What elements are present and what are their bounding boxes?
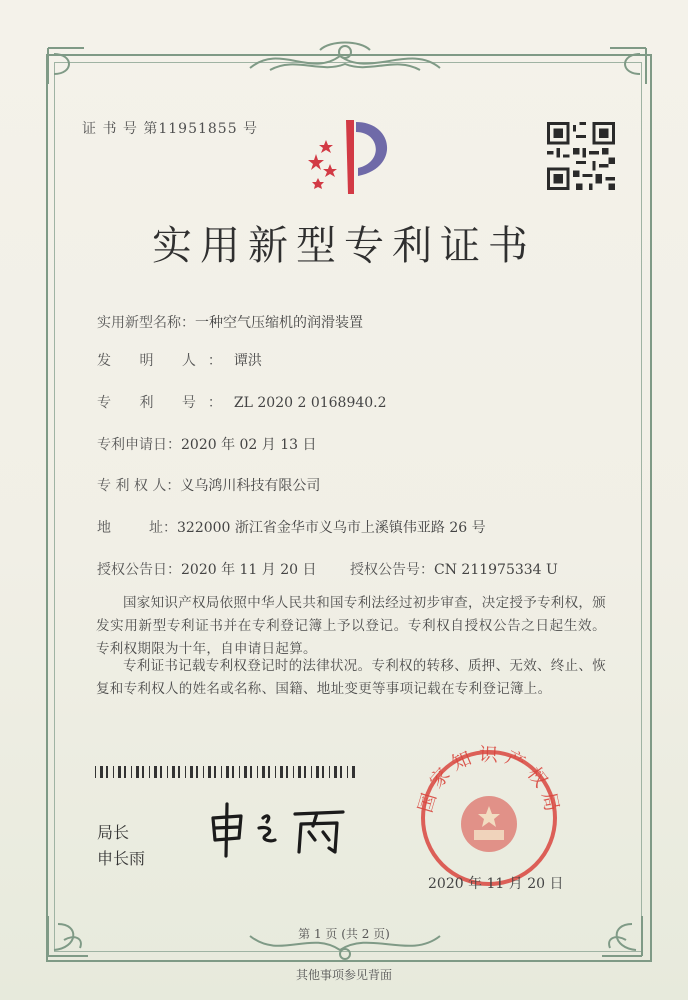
handwritten-signature-icon [205, 796, 355, 860]
filing-date-row [97, 434, 317, 454]
page-indicator: 第 1 页 (共 2 页) [298, 927, 390, 941]
address-value: 322000 浙江省金华市义乌市上溪镇伟亚路 26 号 [177, 520, 486, 536]
utility-model-name-row [97, 312, 363, 332]
signatory-name: 申长雨 [97, 849, 146, 868]
address-label-second: 址： [149, 520, 177, 536]
grant-number-value: CN 211975334 U [434, 562, 558, 578]
patentee-row [97, 475, 320, 495]
filing-date-value: 2020 年 02 月 13 日 [181, 437, 317, 453]
corner-ornament-top-right-icon [590, 44, 650, 104]
qr-code-icon [547, 122, 615, 190]
patent-number-value: ZL 2020 2 0168940.2 [233, 395, 387, 411]
patent-number-row [97, 392, 387, 412]
seal-text: 国家知识产权局 [414, 743, 564, 820]
corner-ornament-top-left-icon [44, 44, 104, 104]
utility-model-name-label: 实用新型名称： [97, 315, 195, 331]
certificate-number: 证 书 号 第11951855 号 [82, 121, 259, 137]
patentee-label: 专 利 权 人： [97, 478, 181, 494]
patentee-value: 义乌鸿川科技有限公司 [180, 478, 321, 494]
patent-office-logo-icon [298, 110, 410, 202]
inventor-row [97, 350, 262, 370]
grant-date-value: 2020 年 11 月 20 日 [181, 562, 317, 578]
top-ornament-icon [240, 38, 450, 80]
address-row [97, 517, 486, 537]
footer-note: 其他事项参见背面 [295, 968, 392, 982]
grant-statement-paragraph: 国家知识产权局依照中华人民共和国专利法经过初步审查，决定授予专利权，颁发实用新型专利证书并在专利登记簿上予以登记。专利权自授权公告之日起生效。专利权期限为十年，自申请日起算。 [96, 595, 606, 657]
grant-date-row [97, 559, 317, 579]
seal-date: 2020 年 11 月 20 日 [428, 876, 564, 892]
grant-date-label: 授权公告日： [97, 562, 181, 578]
filing-date-label: 专利申请日： [97, 437, 181, 453]
barcode-icon [95, 766, 357, 778]
inventor-value: 谭洪 [233, 353, 262, 369]
official-seal-icon [410, 738, 568, 888]
inventor-label: 发 明 人： [97, 353, 234, 369]
certificate-title: 实用新型专利证书 [152, 223, 536, 269]
grant-number-row [350, 559, 558, 579]
grant-number-label: 授权公告号： [350, 562, 434, 578]
utility-model-name-value: 一种空气压缩机的润滑装置 [195, 315, 363, 331]
patent-number-label: 专 利 号： [97, 395, 234, 411]
signatory-title: 局长 [97, 823, 130, 842]
address-label-first: 地 [97, 520, 111, 536]
legal-status-paragraph: 专利证书记载专利权登记时的法律状况。专利权的转移、质押、无效、终止、恢复和专利权人的姓名或名称、国籍、地址变更等事项记载在专利登记簿上。 [96, 658, 606, 697]
